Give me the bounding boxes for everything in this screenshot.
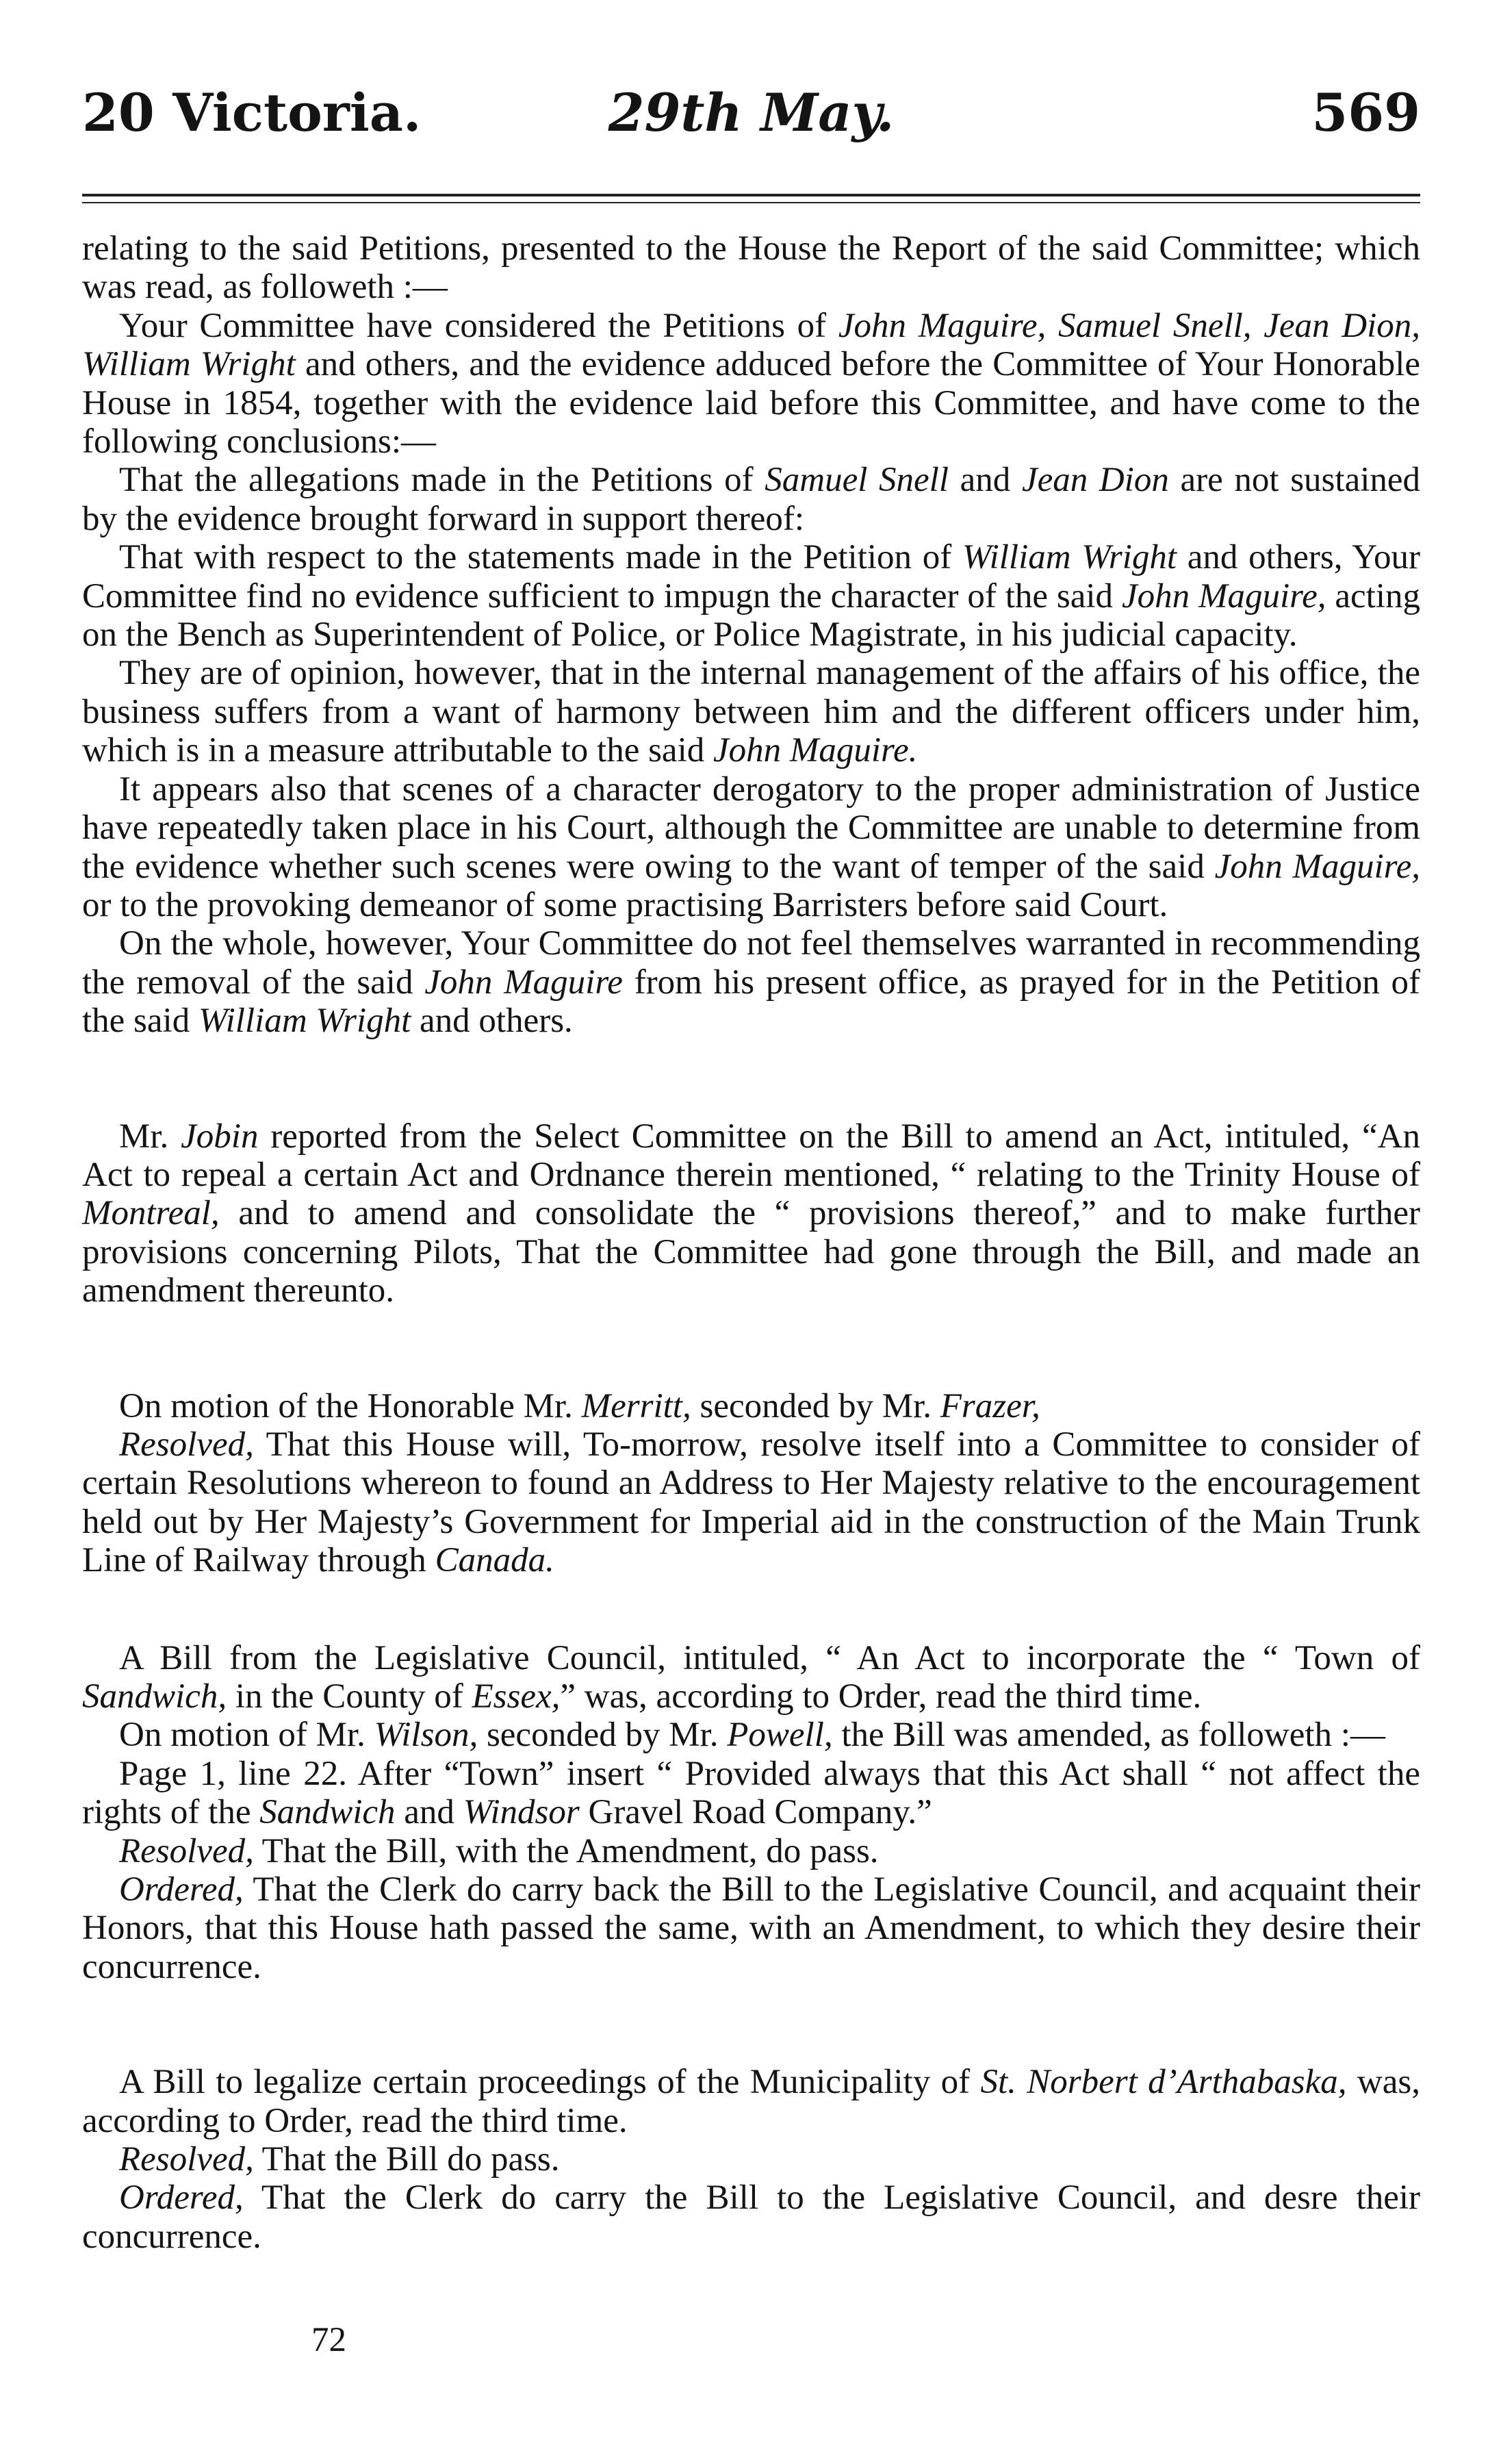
italic-name: Essex, (472, 1677, 561, 1716)
paragraph-jobin-report: Mr. Jobin reported from the Select Committee on the Bill to amend an Act, intituled, “An Act to repeal a certain Act and Ordnance therein mentioned, “ relating to the Trinity House of Montreal, and to amend and consolidate the “ provisions thereof,” and to make further provisions concerning Pilots, That the Committee had gone through the Bill, and made an amendment thereunto. (82, 1117, 1420, 1310)
italic-name: Frazer, (940, 1386, 1040, 1425)
italic-name: Jean Dion (1021, 461, 1169, 500)
header-rule-thick (82, 194, 1420, 196)
italic-name: John Maguire, (1214, 847, 1420, 886)
italic-name: Jobin (181, 1117, 259, 1156)
paragraph-scenes: It appears also that scenes of a character derogatory to the proper administration of Justice have repeatedly taken place in his Court, although the Committee are unable to determine from the evidence whether such scenes were owing to the want of temper of the said John Maguire, or to the provoking demeanor of some practising Barristers before said Court. (82, 770, 1420, 924)
italic-name: Sandwich (259, 1793, 396, 1832)
italic-name: John Maguire. (713, 731, 918, 770)
paragraph-sandwich-bill: A Bill from the Legislative Council, intituled, “ An Act to incorporate the “ Town of Sandwich, in the County of Essex,” was, according to Order, read the third time. (82, 1638, 1420, 1716)
italic-name: St. Norbert d’Arthabaska, (980, 2063, 1347, 2102)
paragraph-on-the-whole: On the whole, however, Your Committee do not feel themselves warranted in recommending the removal of the said John Maguire from his present office, as prayed for in the Petition of the said William Wright and others. (82, 924, 1421, 1041)
italic-name: Windsor (463, 1793, 580, 1832)
section-gap (82, 1310, 1420, 1387)
italic-name: John Maguire (424, 963, 623, 1002)
page-body (82, 229, 1420, 2256)
italic-name: Merritt, (581, 1386, 691, 1425)
signature-mark: 72 (311, 2321, 346, 2359)
session-title: 20 Victoria. (82, 82, 422, 143)
italic-name: Resolved, (119, 1425, 254, 1464)
italic-name: Ordered, (119, 1870, 244, 1909)
section-gap (82, 1580, 1420, 1639)
paragraph-opinion: They are of opinion, however, that in the internal management of the affairs of his office, the business suffers from a want of harmony between him and the different officers under him, which is in a measure attributable to the said John Maguire. (82, 654, 1420, 770)
italic-name: John Maguire, (1121, 576, 1326, 615)
italic-name: Resolved, (119, 2140, 254, 2179)
paragraph-railway-resolution: Resolved, That this House will, To-morrow, resolve itself into a Committee to consider of certain Resolutions whereon to found an Address to Her Majesty relative to the encouragement held out by Her Majesty’s Government for Imperial aid in the construction of the Main Trunk Line of Railway through Canada. (82, 1425, 1420, 1580)
header-rule-thin (82, 202, 1420, 203)
italic-name: Samuel Snell (765, 461, 949, 500)
paragraph-ordered-carry: Ordered, That the Clerk do carry the Bill to the Legislative Council, and desre their concurrence. (82, 2179, 1420, 2256)
section-gap (82, 1041, 1420, 1117)
paragraph-amendment: Page 1, line 22. After “Town” insert “ Provided always that this Act shall “ not affect the rights of the Sandwich and Windsor Gravel Road Company.” (82, 1754, 1420, 1832)
italic-name: Canada. (435, 1541, 554, 1580)
paragraph-ordered-carry-back: Ordered, That the Clerk do carry back the Bill to the Legislative Council, and acquaint their Honors, that this House hath passed the same, with an Amendment, to which they desire their concurrence. (82, 1870, 1420, 1986)
paragraph-statements: That with respect to the statements made in the Petition of William Wright and others, Your Committee find no evidence sufficient to impugn the character of the said John Maguire, acting on the Bench as Superintendent of Police, or Police Magistrate, in his judicial capacity. (82, 538, 1420, 655)
page-header (82, 75, 1420, 151)
italic-name: John Maguire, Samuel Snell, Jean Dion, William Wright (82, 306, 1421, 384)
section-gap (82, 1986, 1420, 2063)
header-date: 29th May. (608, 82, 895, 143)
italic-name: Powell, (727, 1716, 833, 1755)
paragraph-merritt-motion: On motion of the Honorable Mr. Merritt, seconded by Mr. Frazer, (119, 1386, 1040, 1425)
paragraph-wilson-motion: On motion of Mr. Wilson, seconded by Mr. Powell, the Bill was amended, as followeth :— (119, 1716, 1385, 1755)
italic-name: William Wright (198, 1002, 411, 1041)
italic-name: Wilson, (374, 1716, 478, 1755)
page-number: 569 (1311, 82, 1420, 143)
italic-name: Resolved, (119, 1831, 254, 1870)
italic-name: Ordered, (119, 2179, 244, 2218)
paragraph-norbert-bill: A Bill to legalize certain proceedings of the Municipality of St. Norbert d’Arthabaska, was, according to Order, read the third time. (82, 2063, 1420, 2140)
paragraph-allegations: That the allegations made in the Petitions of Samuel Snell and Jean Dion are not sustained by the evidence brought forward in support thereof: (82, 461, 1421, 538)
italic-name: William Wright (962, 538, 1177, 577)
paragraph-committee-considered: Your Committee have considered the Petitions of John Maguire, Samuel Snell, Jean Dion, William Wright and others, and the evidence adduced before the Committee of Your Honorable House in 1854, together with the evidence laid before this Committee, and have come to the following conclusions:— (82, 306, 1421, 461)
italic-name: Sandwich, (82, 1677, 227, 1716)
paragraph-resolved-pass-2: Resolved, That the Bill do pass. (119, 2140, 560, 2179)
paragraph-report-intro: relating to the said Petitions, presented to the House the Report of the said Committee; which was read, as followeth :— (82, 229, 1420, 307)
paragraph-resolved-pass: Resolved, That the Bill, with the Amendment, do pass. (119, 1831, 879, 1870)
italic-name: Montreal, (82, 1194, 220, 1233)
